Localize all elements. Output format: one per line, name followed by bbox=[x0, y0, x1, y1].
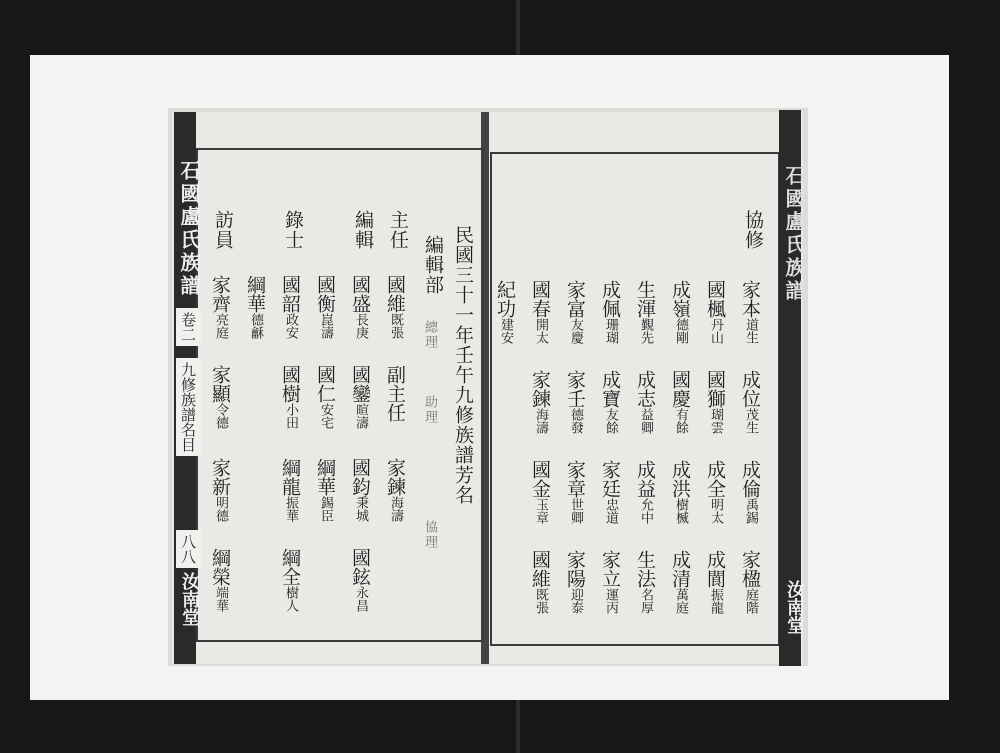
name-entry: 成倫禹錫 bbox=[739, 460, 761, 524]
name-entry: 成佩珊瑚 bbox=[599, 280, 621, 344]
name-entry: 綱華錫臣 bbox=[314, 458, 336, 522]
name-entry: 國維既張 bbox=[529, 550, 551, 614]
name-entry: 國韶政安 bbox=[279, 275, 301, 339]
right-role-label: 協修 bbox=[742, 210, 764, 250]
name-entry: 家鍊海濤 bbox=[529, 370, 551, 434]
name-entry: 國衡崑濤 bbox=[314, 275, 336, 339]
left-faint-note: 總理 bbox=[422, 320, 437, 350]
name-entry: 綱全樹人 bbox=[279, 548, 301, 612]
name-entry: 家廷忠道 bbox=[599, 460, 621, 524]
name-entry: 家壬德發 bbox=[564, 370, 586, 434]
role-label: 主任 bbox=[387, 210, 409, 250]
name-entry: 家鍊海濤 bbox=[384, 458, 406, 522]
name-entry: 成益允中 bbox=[634, 460, 656, 524]
name-entry: 家齊亮庭 bbox=[209, 275, 231, 339]
name-entry: 成寶友餘 bbox=[599, 370, 621, 434]
name-entry: 成志益卿 bbox=[634, 370, 656, 434]
left-faint-note: 協理 bbox=[422, 520, 437, 550]
role-label: 錄士 bbox=[282, 210, 304, 250]
spine-title: 石國盧氏族譜 bbox=[177, 160, 201, 298]
spine-section: 九修族譜名目 bbox=[176, 358, 201, 456]
name-entry: 國仁安宅 bbox=[314, 365, 336, 429]
name-entry: 綱龍振華 bbox=[279, 458, 301, 522]
name-entry: 成洪樹楲 bbox=[669, 460, 691, 524]
name-entry: 國鈞秉城 bbox=[349, 458, 371, 522]
role-label: 訪員 bbox=[212, 210, 234, 250]
name-entry: 家楹庭階 bbox=[739, 550, 761, 614]
name-entry: 家新明德 bbox=[209, 458, 231, 522]
name-entry: 國慶有餘 bbox=[669, 370, 691, 434]
name-entry: 家顯令德 bbox=[209, 365, 231, 429]
name-entry: 成位茂生 bbox=[739, 370, 761, 434]
spine-hall-name: 汝南堂 bbox=[179, 572, 200, 626]
name-entry: 成閬振龍 bbox=[704, 550, 726, 614]
name-entry: 副主任 bbox=[384, 365, 406, 422]
name-entry: 家立運丙 bbox=[599, 550, 621, 614]
spine-volume: 卷二 bbox=[176, 308, 201, 346]
name-entry: 國金玉章 bbox=[529, 460, 551, 524]
name-entry: 國春開太 bbox=[529, 280, 551, 344]
name-entry: 國樹小田 bbox=[279, 365, 301, 429]
name-entry: 成清萬庭 bbox=[669, 550, 691, 614]
name-entry: 成嶺德剛 bbox=[669, 280, 691, 344]
name-entry: 國盛長庚 bbox=[349, 275, 371, 339]
name-entry: 綱華德龢 bbox=[244, 275, 266, 339]
name-entry: 國鑾暄濤 bbox=[349, 365, 371, 429]
name-entry: 成全明太 bbox=[704, 460, 726, 524]
name-entry: 家本道生 bbox=[739, 280, 761, 344]
left-subheading: 編輯部 bbox=[422, 235, 444, 295]
name-entry: 家章世卿 bbox=[564, 460, 586, 524]
spine-hall-name-right: 汝南堂 bbox=[784, 580, 805, 634]
role-label: 編輯 bbox=[352, 210, 374, 250]
name-entry: 紀功建安 bbox=[494, 280, 516, 344]
name-entry: 生渾覲先 bbox=[634, 280, 656, 344]
spine-title-right: 石國盧氏族譜 bbox=[782, 165, 806, 303]
name-entry: 國維既張 bbox=[384, 275, 406, 339]
name-entry: 國鉉永昌 bbox=[349, 548, 371, 612]
name-entry: 家陽迎泰 bbox=[564, 550, 586, 614]
left-heading: 民國三十一年壬午九修族譜芳名 bbox=[452, 225, 474, 505]
name-entry: 國楓丹山 bbox=[704, 280, 726, 344]
name-entry: 國獅瑚雲 bbox=[704, 370, 726, 434]
name-entry: 綱榮端華 bbox=[209, 548, 231, 612]
left-page-frame bbox=[196, 148, 484, 642]
spine-page-number: 八八 bbox=[176, 530, 201, 568]
name-entry: 家富友慶 bbox=[564, 280, 586, 344]
name-entry: 生法名厚 bbox=[634, 550, 656, 614]
left-faint-note: 助理 bbox=[422, 395, 437, 425]
